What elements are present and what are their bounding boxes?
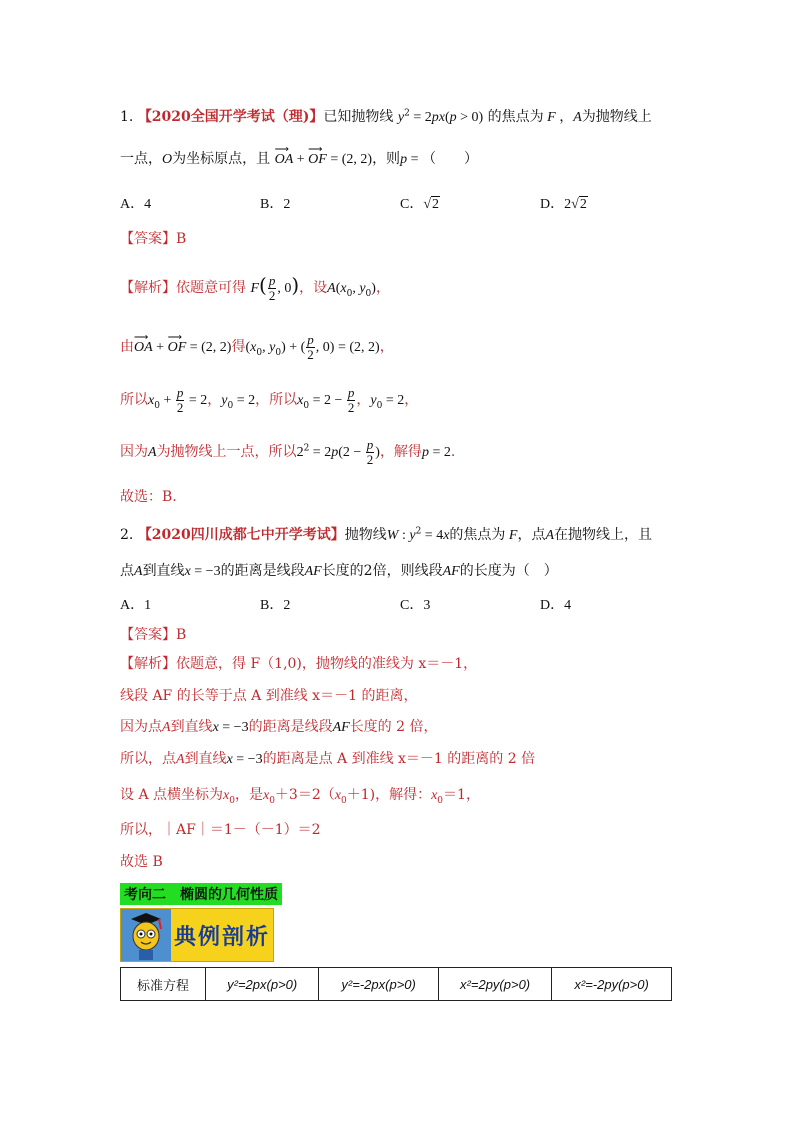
- q2-option-a: A．1: [120, 598, 152, 613]
- q2-number: 2.: [120, 527, 134, 543]
- q1-number: 1.: [120, 109, 134, 125]
- q2-option-b: B．2: [260, 598, 291, 613]
- table-cell: y²=-2px(p>0): [319, 968, 439, 1001]
- q1-conclusion: 故选：B.: [120, 489, 177, 505]
- q2-analysis-5: 设 A 点横坐标为$x_0$，是$x_0+3=2(x_0+1)$，解得：$x_0=1$，: [120, 787, 480, 806]
- table-cell: y²=2px(p>0): [206, 968, 319, 1001]
- q1-analysis-4: 因为A为抛物线上一点，所以$2^2 = 2p(2$ − $\frac{p}{2}$ )，解得p = 2.: [120, 436, 456, 467]
- q1-options: [120, 193, 680, 213]
- q2-option-d: D．4: [540, 598, 572, 613]
- q2-stem-line1: 2. 【2020四川成都七中开学考试】抛物线W : $y^2 = 4x$的焦点为 F，点A在抛物线上，且: [120, 526, 653, 543]
- banner-text: 典例剖析: [173, 923, 270, 950]
- q1-line2-d: （ ）: [421, 151, 478, 167]
- table-row: [121, 968, 672, 1001]
- standard-equation-table: [120, 967, 672, 1001]
- q2-analysis-6: 所以，｜AF｜＝1－（－1）＝2: [120, 822, 321, 838]
- q1-analysis-2: 由⟶ OA + ⟶ OF = (2, 2)得($x_0$, $y_0$) + ( $\frac{p}{2}$ , 0) = (2, 2)，: [120, 332, 394, 363]
- table-cell-label: 标准方程: [121, 968, 206, 1001]
- table-cell: x²=-2py(p>0): [552, 968, 672, 1001]
- q1-line2-a: 一点，: [120, 151, 162, 167]
- q2-stem-line2: 点A到直线x = −3的距离是线段AF长度的2倍，则线段AF的长度为（ ）: [120, 563, 558, 579]
- q1-stem-line1: 1. 【2020全国开学考试（理)】已知抛物线 $y^2 = 2px(p > 0)$ 的焦点为 F ，A为抛物线上: [120, 108, 652, 125]
- q1-stem-line2: 一点，O为坐标原点，且 ⟶ OA + ⟶ OF = (2, 2)，则p = （ ）: [120, 150, 478, 169]
- mascot-icon: [121, 909, 171, 961]
- q1-line2-b: 为坐标原点，且: [172, 151, 271, 167]
- q2-analysis-3: 因为点A到直线x = −3的距离是线段AF长度的 2 倍，: [120, 719, 438, 735]
- q1-analysis-3: 所以$x_0$ + $\frac{p}{2}$ = 2，$y_0 = 2$，所以$x_0 = 2$ − $\frac{p}{2}$ ，$y_0 = 2$，: [120, 384, 419, 415]
- q1-answer: 【答案】B: [120, 231, 187, 247]
- q2-option-c: C．3: [400, 598, 431, 613]
- q1-line2-c: ，则: [372, 151, 401, 167]
- section-heading: 考向二 椭圆的几何性质: [120, 883, 282, 905]
- q1-option-c: C．√2: [400, 197, 440, 212]
- q1-option-a: A．4: [120, 197, 152, 212]
- q2-analysis-4: 所以，点A到直线x = −3的距离是点 A 到准线 x＝－1 的距离的 2 倍: [120, 751, 536, 767]
- q2-source: 【2020四川成都七中开学考试】: [137, 527, 345, 543]
- q1-source: 【2020全国开学考试（理)】: [137, 109, 324, 125]
- q2-conclusion: 故选 B: [120, 854, 163, 870]
- q1-option-b: B．2: [260, 197, 291, 212]
- example-banner: [120, 908, 274, 962]
- q1-analysis-label: 【解析】: [120, 280, 176, 296]
- q1-stem-a: 已知抛物线: [323, 109, 394, 125]
- q1-stem-b: 的焦点为: [487, 109, 544, 125]
- q2-analysis-1: 【解析】依题意，得 F（1,0)，抛物线的准线为 x＝－1，: [120, 656, 478, 672]
- q2-analysis-2: 线段 AF 的长等于点 A 到准线 x＝－1 的距离，: [120, 688, 418, 704]
- q2-options: [120, 594, 680, 614]
- q1-analysis-1: 【解析】依题意可得 F( $\frac{p}{2}$ , 0)，设$A(x_0$, $y_0$)，: [120, 272, 390, 303]
- q1-stem-c: ，: [559, 109, 574, 125]
- q1-stem-d: 为抛物线上: [581, 109, 652, 125]
- q2-answer: 【答案】B: [120, 627, 187, 643]
- table-cell: x²=2py(p>0): [439, 968, 552, 1001]
- q1-option-d: D．2√2: [540, 197, 587, 212]
